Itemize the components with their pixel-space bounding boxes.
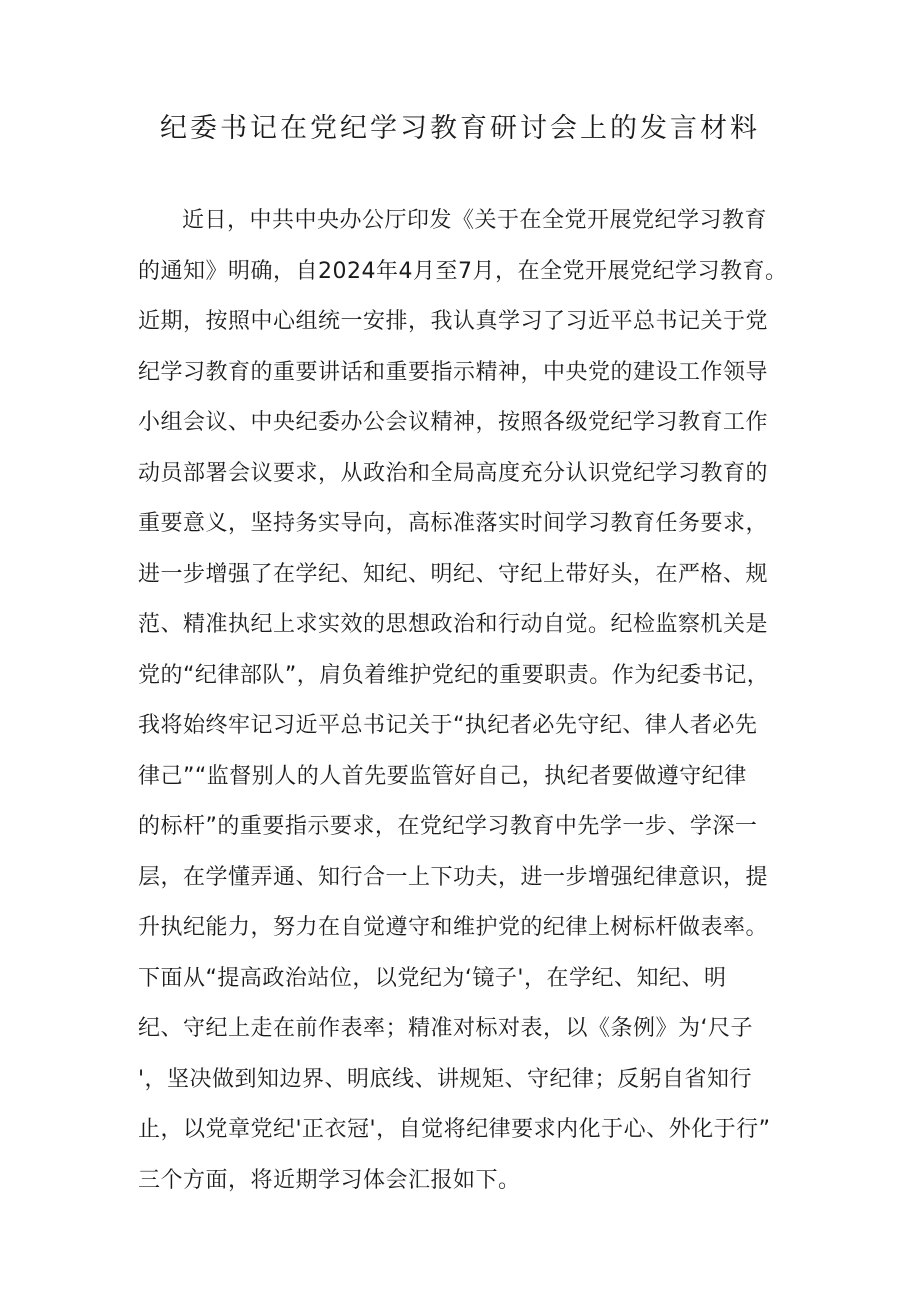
paragraph-line: 的标杆”的重要指示要求，在党纪学习教育中先学一步、学深一 [138,814,758,839]
paragraph-line: 纪学习教育的重要讲话和重要指示精神，中央党的建设工作领导 [138,359,769,385]
body-paragraph [138,196,788,1206]
paragraph-line: 下面从“提高政治站位，以党纪为‘镜子'，在学纪、知纪、明 [138,965,727,991]
paragraph-line: 动员部署会议要求，从政治和全局高度充分认识党纪学习教育的 [138,460,769,486]
paragraph-line: 进一步增强了在学纪、知纪、明纪、守纪上带好头，在严格、规 [138,561,769,587]
paragraph-line: 层，在学懂弄通、知行合一上下功夫，进一步增强纪律意识，提 [138,864,769,890]
paragraph-line: 三个方面，将近期学习体会汇报如下。 [138,1167,521,1193]
paragraph-line: 律己”“监督别人的人首先要监管好自己，执纪者要做遵守纪律 [138,763,747,789]
paragraph-line: 党的“纪律部队”，肩负着维护党纪的重要职责。作为纪委书记， [138,662,770,688]
paragraph-line: 止，以党章党纪'正衣冠'，自觉将纪律要求内化于心、外化于行” [138,1117,771,1142]
paragraph-line: 近期，按照中心组统一安排，我认真学习了习近平总书记关于党 [138,309,769,334]
paragraph-line: 升执纪能力，努力在自觉遵守和维护党的纪律上树标杆做表率。 [138,915,769,940]
document-title: 纪委书记在党纪学习教育研讨会上的发言材料 [160,113,760,144]
paragraph-line: 的通知》明确，自2024年4月至7月，在全党开展党纪学习教育。 [138,258,788,284]
paragraph-line: 纪、守纪上走在前作表率；精准对标对表，以《条例》为‘尺子 [138,1016,753,1041]
paragraph-line: 范、精准执纪上求实效的思想政治和行动自觉。纪检监察机关是 [138,612,769,637]
paragraph-line: 小组会议、中央纪委办公会议精神，按照各级党纪学习教育工作 [138,410,769,435]
paragraph-line: 重要意义，坚持务实导向，高标准落实时间学习教育任务要求， [138,511,769,536]
paragraph-line: 我将始终牢记习近平总书记关于“执纪者必先守纪、律人者必先 [138,713,758,738]
paragraph-line: '，坚决做到知边界、明底线、讲规矩、守纪律；反躬自省知行 [138,1066,753,1092]
paragraph-line: 近日，中共中央办公厅印发《关于在全党开展党纪学习教育 [182,208,768,233]
